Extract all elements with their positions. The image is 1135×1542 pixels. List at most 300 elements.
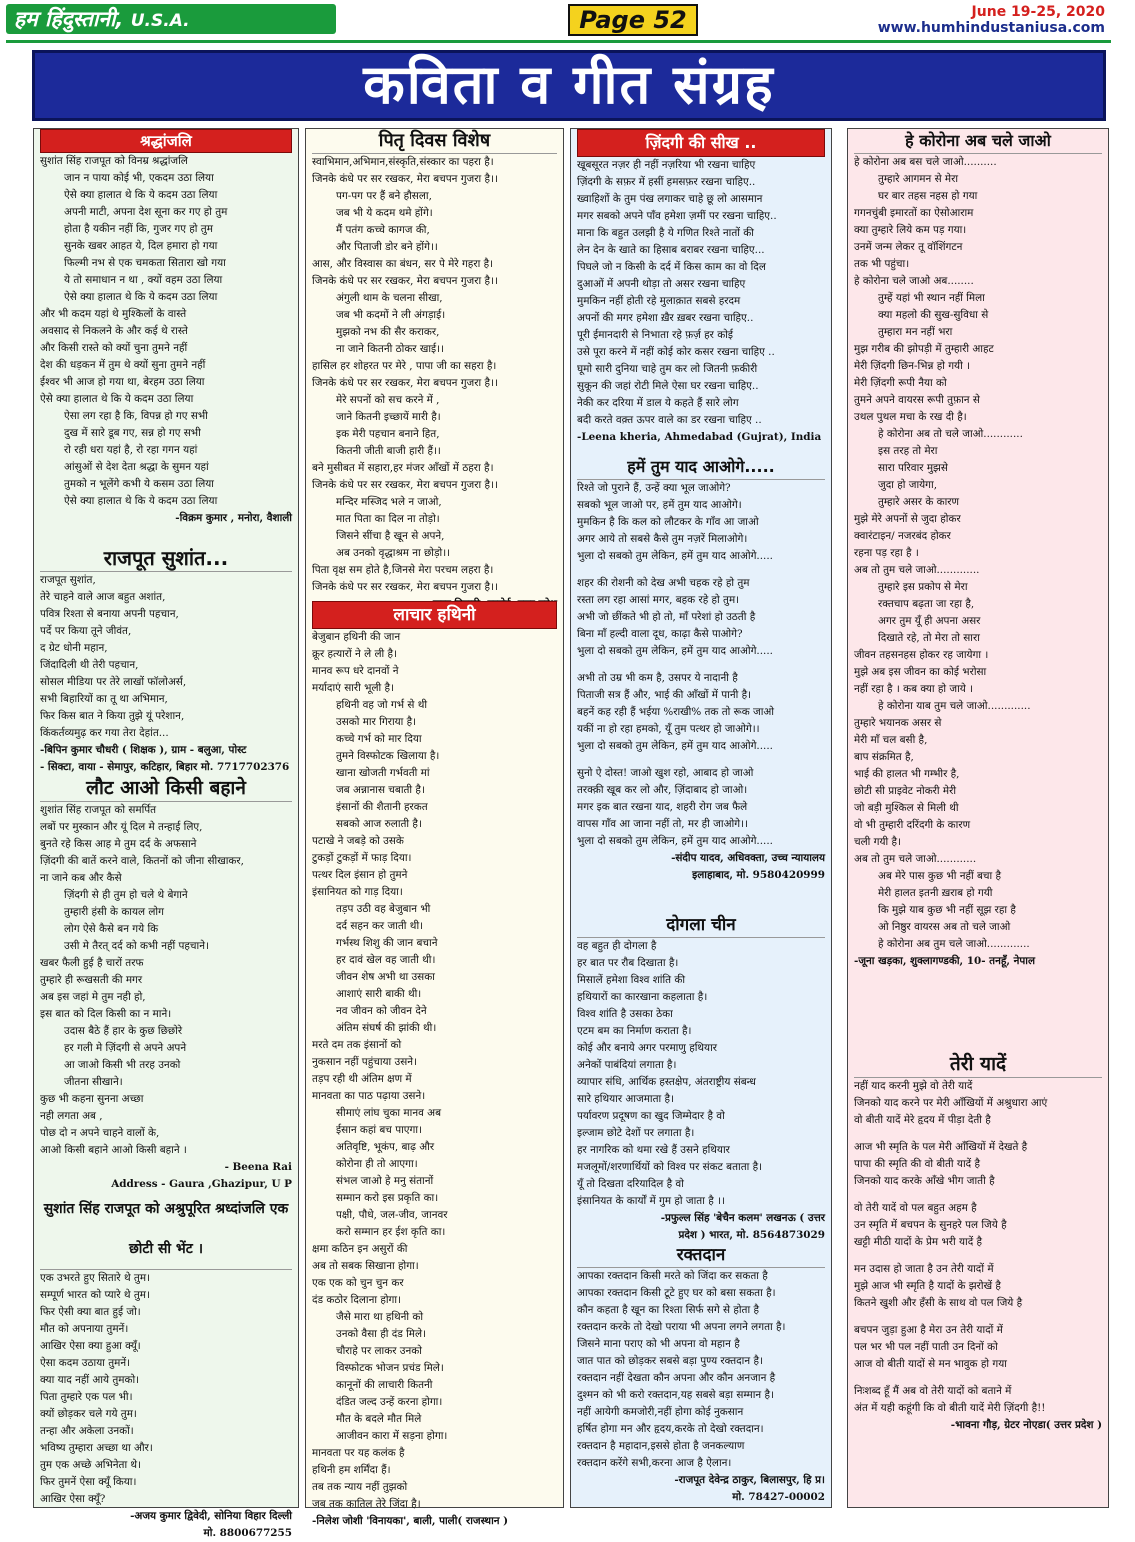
poem-line: फिर तुमनें ऐसा क्यूँ किया। xyxy=(40,1476,137,1488)
poem-line: मरते दम तक इंसानों को xyxy=(312,1039,402,1051)
poem-line: आखिर ऐसा क्या हुआ क्यूँ। xyxy=(40,1340,141,1352)
poem-line xyxy=(577,755,825,765)
poem-line: दुख में सारे डूब गए, सन्न हो गए सभी xyxy=(64,427,201,439)
poem-line: रहना पड़ रहा है । xyxy=(854,547,919,559)
poem-line: मुझे आज भी स्मृति है यादों के झरोखें है xyxy=(854,1280,1001,1292)
dateline xyxy=(878,4,1105,36)
poem-line: पिघले जो न किसी के दर्द में किस काम का वो दिल xyxy=(577,261,766,273)
poem-line: ना जाने कितनी ठोकर खाई।। xyxy=(336,343,445,355)
poem-line: आशाएं सारी बाकी थी। xyxy=(336,988,422,1000)
poem-line: तरक्क़ी खूब कर लो और, ज़िंदाबाद हो जाओ। xyxy=(577,784,748,796)
poem-line: अब उनको वृद्धाश्रम ना छोड़ो।। xyxy=(336,547,451,559)
poem-line: जिनके कंधे पर सर रखकर, मेरा बचपन गुजरा है।। xyxy=(312,479,498,491)
poem-line: मगर इक बात रखना याद, शहरी रोग जब फैले xyxy=(577,801,748,813)
poem-line: किंकर्तव्यमुढ़ कर गया तेरा देहांत... xyxy=(40,727,169,739)
poem-line: तब तक न्याय नहीं तुझको xyxy=(312,1481,408,1493)
poem-line: खट्टी मीठी यादों के प्रेम भरी यादें है xyxy=(854,1236,983,1248)
poem-title: तेरी यादें xyxy=(854,1051,1102,1078)
poem-line: स्वाभिमान,अभिमान,संस्कृति,संस्कार का पहरा है। xyxy=(312,156,494,168)
poem-line: नहीं आयेगी कमजोरी,नहीं होगा कोई नुकसान xyxy=(577,1406,744,1418)
poem-line: सुनो ऐ दोस्त! जाओ खुश रहो, आबाद हो जाओ xyxy=(577,767,754,779)
poem-line: पिता तुम्हारे एक पल भी। xyxy=(40,1391,133,1403)
poem-line: बाप संक्रमित है, xyxy=(854,751,914,763)
poem-line: भाई की हालत भी गम्भीर है, xyxy=(854,768,960,780)
poem-line: रस्ता लग रहा आसां मगर, बहक रहे हो तुम। xyxy=(577,594,740,606)
poem-line: बहनें कह रही हैं भईया %राखी% तक तो रूक जाओ xyxy=(577,706,775,718)
poem-line: उनको वैसा ही दंड मिले। xyxy=(336,1328,427,1340)
poem-line: विश्व शांति है उसका ठेका xyxy=(577,1008,673,1020)
poem-line: इस बात को दिल किसी का न माने। xyxy=(40,1008,172,1020)
poem-line: सुकून की जहां रोटी मिले ऐसा घर रखना चाहिए.. xyxy=(577,380,759,392)
poem-line: चली गयी है। xyxy=(854,836,901,848)
poem-line: कितने खुशी और हँसी के साथ वो पल जिये है xyxy=(854,1297,1023,1309)
poem-line: इंसानियत को गाड़ दिया। xyxy=(312,886,403,898)
poem-line: अब इस जहां मे तुम नही हो, xyxy=(40,991,146,1003)
poem-line: जब भी ये कदम थमे होंगे। xyxy=(336,207,433,219)
poem-line: अब तो तुम चले जाओ............. xyxy=(854,564,980,576)
poem-line: अगर तुम यूँ ही अपना असर xyxy=(878,615,981,627)
header-rule xyxy=(6,40,1111,43)
poem-line: क्षमा कठिन इन असुरों की xyxy=(312,1243,408,1255)
poem-line: ज़िंदगी से ही तुम हो चले थे बेगाने xyxy=(64,889,188,901)
poem-line: एक उभरते हुए सितारे थे तुम। xyxy=(40,1272,150,1284)
poem-line: राजपूत सुशांत, xyxy=(40,574,96,586)
poem-line: बिना माँ हल्दी वाला दूध, काढ़ा कैसे पाओगे? xyxy=(577,628,743,640)
poem-line: ओ निष्ठुर वायरस अब तो चले जाओ xyxy=(878,921,1011,933)
poem-line xyxy=(577,660,825,670)
poem-line: गर्भस्थ शिशु की जान बचाने xyxy=(336,937,438,949)
poem-line: इल्जाम छोटे देशों पर लगाता है। xyxy=(577,1127,695,1139)
poem-line: लोग ऐसे कैसे बन गये कि xyxy=(64,923,159,935)
poem-author: -जूना खड़का, शुक्लागण्डकी, 10- तनहूँ, नेपाल xyxy=(854,955,1036,967)
poem-author: Address - Gaura ,Ghazipur, U P xyxy=(111,1178,292,1190)
poem-title: सुशांत सिंह राजपूत को अश्रुपूरित श्रध्दांजलि एक छोटी सी भेंट । xyxy=(40,1189,292,1270)
poem-line: मेरी हालत इतनी ख़राब हो गयी xyxy=(878,887,993,899)
poem-line: अभी तो उम्र भी कम है, उसपर ये नादानी है xyxy=(577,672,738,684)
poem-line: सबको भूल जाओ पर, हमें तुम याद आओगे। xyxy=(577,499,742,511)
poem-line: आज वो बीती यादों से मन भावुक हो गया xyxy=(854,1358,1007,1370)
poem-line: अंतिम संघर्ष की झांकी थी। xyxy=(336,1022,437,1034)
poem-line: मुझे अब इस जीवन का कोई भरोसा xyxy=(854,666,987,678)
poem-line: पर्दे पर किया तूने जीवंत, xyxy=(40,625,132,637)
poem-line: रक्तदान है महादान,इससे होता है जनकल्याण xyxy=(577,1440,745,1452)
poem-author: -प्रफुल्ल सिंह 'बेचैन कलम' लखनऊ ( उत्तर xyxy=(660,1212,825,1224)
poem-line: अब मेरे पास कुछ भी नहीं बचा है xyxy=(878,870,1002,882)
poem-line: रक्तदान नहीं देखता कौन अपना और कौन अनजान है xyxy=(577,1372,776,1384)
poem-line: आस, और विस्वास का बंधन, सर पे मेरे गहरा है। xyxy=(312,258,494,270)
poem-line: हथिनी वह जो गर्भ से थी xyxy=(336,699,428,711)
poem-line: जैसे मारा था हथिनी को xyxy=(336,1311,424,1323)
poem-line: मजलूमों/शरणार्थियों को विश्व पर संकट बताता है। xyxy=(577,1161,763,1173)
poem-line: मात पिता का दिल ना तोड़ो। xyxy=(336,513,440,525)
poem-line xyxy=(854,1190,1102,1200)
poem-line: तुम एक अच्छे अभिनेता थे। xyxy=(40,1459,142,1471)
poem-line: एटम बम का निर्माण कराता है। xyxy=(577,1025,692,1037)
poem-line: पक्षी, पौधे, जल-जीव, जानवर xyxy=(336,1209,448,1221)
poem-author: -विक्रम कुमार , मनोरा, वैशाली xyxy=(175,512,292,524)
poem-author: -संदीप यादव, अधिवक्ता, उच्च न्यायालय xyxy=(671,852,825,864)
poem-line: पिताजी सत्र हैं और, भाई की आँखों में पानी है। xyxy=(577,689,752,701)
poem-line: पग-पग पर हैं बने हौसला, xyxy=(336,190,432,202)
poem-line: कानूनों की लाचारी कितनी xyxy=(336,1379,433,1391)
poem-line: फिल्मी नभ से एक चमकता सितारा खो गया xyxy=(64,257,226,269)
poem-author: - Beena Rai xyxy=(224,1161,292,1173)
poem-line: जाने कितनी इच्छायें मारी है। xyxy=(336,411,441,423)
website-link[interactable]: www.humhindustaniusa.com xyxy=(877,20,1105,36)
poem-line: उनमें जन्म लेकर तू वॉशिंगटन xyxy=(854,241,963,253)
poem-title: राजपूत सुशांत... xyxy=(40,545,292,572)
poem-line: हे कोरोना चले जाओ अब........ xyxy=(854,275,974,287)
poem-line: मुमकिन नहीं होती रहे मुलाक़ात सबसे हरदम xyxy=(577,295,741,307)
poem-line: बदी करते वक़्त ऊपर वाले का डर रखना चाहिए .. xyxy=(577,414,762,426)
poem-line: हथियारों का कारखाना कहलाता है। xyxy=(577,991,708,1003)
poem-line: ईसान कहां बच पाएगा। xyxy=(336,1124,423,1136)
poem-line: सुशांत सिंह राजपूत को विनम्र श्रद्धांजलि xyxy=(40,155,188,167)
poem-line: एक एक को चुन चुन कर xyxy=(312,1277,404,1289)
poem-line xyxy=(577,565,825,575)
poem-line: वो भी तुम्हारी दरिंदगी के कारण xyxy=(854,819,971,831)
poem-line: उथल पुथल मचा के रख दी है। xyxy=(854,411,967,423)
poem-line: हे कोरोना अब तुम चले जाओ............. xyxy=(878,938,1030,950)
poem-line: मेरी ज़िंदगी छिन-भिन्न हो गयी । xyxy=(854,360,971,372)
poem-line: वापस गाँव आ जाना नहीं तो, मर ही जाओगे।। xyxy=(577,818,748,830)
poem-title: ज़िंदगी की सीख .. xyxy=(577,129,825,157)
poem-line: कुछ भी कहना सुनना अच्छा xyxy=(40,1093,144,1105)
poem-line: आओ किसी बहाने आओ किसी बहाने । xyxy=(40,1144,187,1156)
poem-line: भुला दो सबको तुम लेकिन, हमें तुम याद आओगे..... xyxy=(577,740,773,752)
poem-line: तुम्हारा मन नहीं भरा xyxy=(878,326,953,338)
poem-line: ऐसे क्या हालात थे कि ये कदम उठा लिया xyxy=(64,291,218,303)
poem-line: मगर सबको अपने पाँव हमेशा ज़मीं पर रखना चाहिए.. xyxy=(577,210,777,222)
poem-line: उदास बैठे हैं हार के कुछ छिछोरे xyxy=(64,1025,183,1037)
poem-line: आपका रक्तदान किसी मरते को जिंदा कर सकता है xyxy=(577,1270,768,1282)
poem-line: तुम्हें यहां भी स्थान नहीं मिला xyxy=(878,292,985,304)
poem xyxy=(306,129,563,613)
poem-line: तुम्हारे आगमन से मेरा xyxy=(878,173,959,185)
poem-line: लबों पर मुस्कान और यूं दिल मे तन्हाई लिए, xyxy=(40,821,203,833)
poem-line: भुला दो सबको तुम लेकिन, हमें तुम याद आओगे..... xyxy=(577,835,773,847)
poem-line: रक्तदान करके तो देखो पराया भी अपना लगने लगता है। xyxy=(577,1321,786,1333)
poem-line: घूमो सारी दुनिया चाहे तुम कर लो जितनी फ़कीरी xyxy=(577,363,758,375)
poem-line: दुआओं में अपनी थोड़ा तो असर रखना चाहिए xyxy=(577,278,746,290)
poem-line: गगनचुंबी इमारतों का ऐसोआराम xyxy=(854,207,974,219)
poem-line: फिर किस बात ने किया तुझे यूं परेशान, xyxy=(40,710,185,722)
poem-line: मानवता का पाठ पढ़ाया उसने। xyxy=(312,1090,426,1102)
poem xyxy=(34,1189,298,1542)
poem-line: वो बीती यादें मेरे हृदय में पीड़ा देती है xyxy=(854,1114,991,1126)
poem-line: ये तो समाधान न था , क्यों वहम उठा लिया xyxy=(64,274,223,286)
poem-line: क्या तुम्हारे लिये कम पड़ गया। xyxy=(854,224,967,236)
poem-line: सोसल मीडिया पर तेरे लाखों फॉलोअर्स, xyxy=(40,676,187,688)
poem-line: देश की धड़कन में तुम थे क्यों सुना तुमने नहीं xyxy=(40,359,206,371)
poem-line: तेरे चाहने वाले आज बहुत अशांत, xyxy=(40,591,166,603)
poem-author: -Leena kheria, Ahmedabad (Gujrat), India xyxy=(577,431,822,443)
poem-line: जिनके कंधे पर सर रखकर, मेरा बचपन गुजरा है।। xyxy=(312,377,498,389)
poem-title: दोगला चीन xyxy=(577,913,825,938)
poem-line: जिसने माना पराए को भी अपना वो महान है xyxy=(577,1338,740,1350)
poem-line: जब भी कदमों ने ली अंगड़ाई। xyxy=(336,309,446,321)
poem-title: लौट आओ किसी बहाने xyxy=(40,775,292,802)
poem xyxy=(848,1051,1108,1434)
poem-line: माना कि बहुत उलझी है ये गणित रिश्ते नातों की xyxy=(577,227,754,239)
poem-line: मौत के बदले मौत मिले xyxy=(336,1413,422,1425)
poem-line: और भी कदम यहां थे मुश्किलों के वास्ते xyxy=(40,308,187,320)
poem-line: तुमने विस्फोटक खिलाया है। xyxy=(336,750,440,762)
poem-line: दर्द सहन कर जाती थी। xyxy=(336,920,424,932)
poem-author: इलाहाबाद, मो. 9580420999 xyxy=(692,869,825,881)
issue-date: June 19-25, 2020 xyxy=(971,4,1105,20)
poem-line: मर्यादाएं सारी भूली है। xyxy=(312,682,394,694)
poem xyxy=(34,129,298,527)
poem-line: जीवन तहसनहस होकर रह जायेगा । xyxy=(854,649,989,661)
poem xyxy=(571,455,831,884)
poem-line: नही लगता अब , xyxy=(40,1110,103,1122)
poem-line: पटाखे ने जबड़े को उसके xyxy=(312,835,404,847)
poem-line: छोटी सी प्राइवेट नोकरी मेरी xyxy=(854,785,957,797)
poem-line: हर दावं खेल वह जाती थी। xyxy=(336,954,436,966)
poem-line: हे कोरोना याब तुम चले जाओ............. xyxy=(878,700,1031,712)
poem-line: नुकसान नहीं पहुंचाया उसने। xyxy=(312,1056,417,1068)
poem-line: हासिल हर शोहरत पर मेरे , पापा जी का सहरा है। xyxy=(312,360,497,372)
poem-line: कच्चे गर्भ को मार दिया xyxy=(336,733,422,745)
poem-line: और पिताजी डोर बने होंगे।। xyxy=(336,241,438,253)
poem-line: दंड कठोर दिलाना होगा। xyxy=(312,1294,402,1306)
poem-line: आज भी स्मृति के पल मेरी आँखियों में देखते है xyxy=(854,1141,1028,1153)
poem-line: अंगुली थाम के चलना सीखा, xyxy=(336,292,443,304)
poem-line: ज़िंदगी की बातें करने वाले, कितनों को जीना सीखाकर, xyxy=(40,855,244,867)
poem-line: जिनको याद करके आँखे भीग जाती है xyxy=(854,1175,995,1187)
poem-line: मेरी ज़िंदगी रूपी नैया को xyxy=(854,377,947,389)
poem-line: मुमकिन है कि कल को लौटकर के गाँव आ जाओ xyxy=(577,516,759,528)
poem-line: सुनके खबर आहत ये, दिल हमारा हो गया xyxy=(64,240,218,252)
poem-line: अगर आये तो सबसे कैसे तुम नज़रें मिलाओगे। xyxy=(577,533,748,545)
poem-line: जिंदादिली थी तेरी पहचान, xyxy=(40,659,139,671)
poem-line: उन स्मृति में बचपन के सुनहरे पल जिये है xyxy=(854,1219,1007,1231)
poem-line: नव जीवन को जीवन देने xyxy=(336,1005,427,1017)
poem-line: क्या याद नहीं आये तुमको। xyxy=(40,1374,140,1386)
poem-line: ईश्वर भी आज हो गया था, बेरहम उठा लिया xyxy=(40,376,205,388)
brand-country: U.S.A. xyxy=(130,11,190,31)
poem-line: मेरे सपनों को सच करने में , xyxy=(336,394,440,406)
poem xyxy=(571,129,831,446)
poem-line: हर्षित होगा मन और हृदय,करके तो देखो रक्तदान। xyxy=(577,1423,764,1435)
poem-line: इस तरह तो मेरा xyxy=(878,445,938,457)
poem-line: तुम्हारे ही रूखसती की मगर xyxy=(40,974,143,986)
poem-line: आपका रक्तदान किसी टूटे हुए घर को बसा सकता है। xyxy=(577,1287,776,1299)
poem-line: करो सम्मान हर ईश कृति का। xyxy=(336,1226,446,1238)
poem-line xyxy=(854,1251,1102,1261)
poem-line xyxy=(854,1129,1102,1139)
poem-line: तुम्हारे भयानक असर से xyxy=(854,717,942,729)
poem-line: खाना खोजती गर्भवती मां xyxy=(336,767,430,779)
poem-line: ऐसा कदम उठाया तुमनें। xyxy=(40,1357,131,1369)
poem xyxy=(848,129,1108,970)
poem-line: जो बड़ी मुश्किल से मिली थी xyxy=(854,802,959,814)
column-2 xyxy=(305,128,564,1527)
poem-line: उसको मार गिराया है। xyxy=(336,716,417,728)
poem-line: सबको आज रुलाती है। xyxy=(336,818,422,830)
poem-line: अवसाद से निकलने के और कई थे रास्ते xyxy=(40,325,188,337)
poem-line: हर नागरिक को थमा रखे हैं उसने हथियार xyxy=(577,1144,730,1156)
poem-line: घर बार तहस नहस हो गया xyxy=(878,190,978,202)
poem-line: जीतना सीखाने। xyxy=(64,1076,123,1088)
poem-line: क्यों छोड़कर चले गये तुम। xyxy=(40,1408,137,1420)
poem-line: नहीं रहा है । कब क्या हो जाये । xyxy=(854,683,974,695)
poem-line: इंसानों की शैतानी हरकत xyxy=(336,801,428,813)
poem-line: तन्हा और अकेला उनकों। xyxy=(40,1425,134,1437)
poem-line xyxy=(854,1312,1102,1322)
poem-line: तुमको न भूलेंगे कभी ये कसम उठा लिया xyxy=(64,478,214,490)
poem-title: पितृ दिवस विशेष xyxy=(312,129,557,154)
poem-line: फिर ऐसी क्या बात हुई जो। xyxy=(40,1306,141,1318)
poem-line: पोछ दो न अपने चाहने वालों के, xyxy=(40,1127,160,1139)
poem-line: यूँ तो दिखता दरियादिल है वो xyxy=(577,1178,684,1190)
poem-line: जात पात को छोड़कर सबसे बड़ा पुण्य रक्तदान है। xyxy=(577,1355,763,1367)
poem-line: सम्पूर्ण भारत को प्यारे थे तुम। xyxy=(40,1289,150,1301)
poem-line: क्वारंटाइन/ नजरबंद होकर xyxy=(854,530,951,542)
poem-line: ऐसे क्या हालात थे कि ये कदम उठा लिया xyxy=(64,189,218,201)
poem-line: जब अन्नानास चबाती है। xyxy=(336,784,425,796)
poem-line: पूरी ईमानदारी से निभाता रहे फ़र्ज़ हर कोई xyxy=(577,329,734,341)
poem-line: जिनके कंधे पर सर रखकर, मेरा बचपन गुजरा है।। xyxy=(312,581,498,593)
poem-line: सभी बिहारियों का तू था अभिमान, xyxy=(40,693,168,705)
poem-line: मैं पतंग कच्चे कागज की, xyxy=(336,224,430,236)
poem xyxy=(571,913,831,1244)
poem-line: बुनते रहे किस आह मे तुम दर्द के अफसाने xyxy=(40,838,197,850)
poem-line: सीमाएं लांघ चुका मानव अब xyxy=(336,1107,442,1119)
poem xyxy=(34,775,298,1193)
poem-line: मानवता पर यह कलंक है xyxy=(312,1447,405,1459)
poem-line: होता है यकीन नहीं कि, गुजर गए हो तुम xyxy=(64,223,213,235)
poem-line: अंत में यही कहूंगी कि वो बीती यादें मेरी ज़िंदगी है!! xyxy=(854,1402,1046,1414)
poem-line: कोरोना ही तो आएगा। xyxy=(336,1158,418,1170)
poem-line: द ग्रेट धोनी महान, xyxy=(40,642,108,654)
column-4 xyxy=(847,128,1109,1508)
poem-line: आ जाओ किसी भी तरह उनको xyxy=(64,1059,181,1071)
poem-line: ऐसे क्या हालात थे कि ये कदम उठा लिया xyxy=(64,495,218,507)
poem-title: लाचार हथिनी xyxy=(312,601,557,629)
poem-line: मुझको नभ की सैर कराकर, xyxy=(336,326,440,338)
poem-line: पत्थर दिल इंसान हो तुमने xyxy=(312,869,408,881)
poem-line: व्यापार संधि, आर्थिक हस्तक्षेप, अंतराष्ट्रीय संबन्ध xyxy=(577,1076,756,1088)
poem-title: हे कोरोना अब चले जाओ xyxy=(854,129,1102,154)
poem-line: मन्दिर मस्जिद भले न जाओ, xyxy=(336,496,442,508)
poem-line: सारे हथियार आजमाता है। xyxy=(577,1093,674,1105)
column-3 xyxy=(570,128,832,1508)
poem-line: ऐसा लग रहा है कि, विपन्न हो गए सभी xyxy=(64,410,208,422)
poem-line: संभल जाओ हे मनु संतानों xyxy=(336,1175,434,1187)
poem-line: दंडित जल्द उन्हें करना होगा। xyxy=(336,1396,443,1408)
masthead xyxy=(0,0,1135,40)
page-number: Page 52 xyxy=(568,4,698,36)
poem-author: प्रदेश ) भारत, मो. 8564873029 xyxy=(678,1229,825,1241)
poem-line: और किसी रास्ते को क्यों चुना तुमने नहीं xyxy=(40,342,188,354)
poem-line: जिसने सींचा है खून से अपने, xyxy=(336,530,445,542)
poem-line: उसी मे तैरत् दर्द को कभी नहीं पहचाने। xyxy=(64,940,209,952)
newspaper-brand xyxy=(6,4,336,34)
poem-line: तड़प रही थी अंतिम क्षण में xyxy=(312,1073,412,1085)
poem-line: पर्यावरण प्रदूषण का खुद जिम्मेदार है वो xyxy=(577,1110,725,1122)
poem-line: ना जाने कब और कैसे xyxy=(40,872,122,884)
poem-line: तड़प उठी वह बेजुबान भी xyxy=(336,903,431,915)
poem-line: तुम्हारी हंसी के कायल लोग xyxy=(64,906,164,918)
poem-line: नहीं याद करनी मुझे वो तेरी यादें xyxy=(854,1080,973,1092)
poem-author: -बिपिन कुमार चौधरी ( शिक्षक ), ग्राम - बलुआ, पोस्ट xyxy=(40,744,247,756)
poem-line: कोई और बनाये अगर परमाणु हथियार xyxy=(577,1042,718,1054)
poem-line: मेरी माँ चल बसी है, xyxy=(854,734,928,746)
poem-line: ख्वाहिशों के तुम पंख लगाकर चाहे छू लो आसमान xyxy=(577,193,763,205)
poem-line: तक भी पहुंचा। xyxy=(854,258,910,270)
poem-line: आंसुओं से देश देता श्रद्धा के सुमन यहां xyxy=(64,461,209,473)
poem-line: आखिर ऐसा क्यूँ? xyxy=(40,1493,106,1505)
poem-line: जिनके कंधे पर सर रखकर, मेरा बचपन गुजरा है।। xyxy=(312,173,498,185)
poem-line: हथिनी हम शर्मिंदा हैं। xyxy=(312,1464,391,1476)
poem-line: अब तो तुम चले जाओ............ xyxy=(854,853,977,865)
poem-line: इक मेरी पहचान बनाने हित, xyxy=(336,428,440,440)
poem-line: रक्तचाप बढ़ता जा रहा है, xyxy=(878,598,975,610)
poem-line: ज़िंदगी के सफ़र में हसीं हमसफ़र रखना चाहिए.. xyxy=(577,176,756,188)
poem-line: जब तक कातिल तेरे जिंदा है। xyxy=(312,1498,421,1510)
poem-line: मौत को अपनाया तुमनें। xyxy=(40,1323,129,1335)
poem-line: उसे पूरा करने में नहीं कोई कोर कसर रखना चाहिए .. xyxy=(577,346,775,358)
poem-line: अपनों की मगर हमेशा ख़ैर ख़बर रखना चाहिए.. xyxy=(577,312,754,324)
poem-line: मानव रूप धरे दानवों ने xyxy=(312,665,399,677)
poem-line: वो तेरी यादें वो पल बहुत अहम है xyxy=(854,1202,977,1214)
poem-line: तुम्हारे असर के कारण xyxy=(878,496,960,508)
poem-line: दुश्मन को भी करो रक्तदान,यह सबसे बड़ा सम्मान है। xyxy=(577,1389,774,1401)
poem-author: मो. 8800677255 xyxy=(203,1527,292,1539)
poem-line: भविष्य तुम्हारा अच्छा था और। xyxy=(40,1442,153,1454)
poem-line: कि मुझे याब कुछ भी नहीं सूझ रहा है xyxy=(878,904,1016,916)
poem-line: अपनी माटी, अपना देश सूना कर गए हो तुम xyxy=(64,206,228,218)
poem-line: लेन देन के खाते का हिसाब बराबर रखना चाहिए... xyxy=(577,244,765,256)
poem-author: -अजय कुमार द्विवेदी, सोनिया विहार दिल्ली xyxy=(130,1510,292,1522)
poem-line: पापा की स्मृति की वो बीती यादें है xyxy=(854,1158,980,1170)
poem-line: तुमने अपने वायरस रूपी तुफ़ान से xyxy=(854,394,980,406)
poem-line: नेकी कर दरिया में डाल ये कहते हैं सारे लोग xyxy=(577,397,739,409)
poem-line: मुझ गरीब की झोपड़ी में तुम्हारी आहट xyxy=(854,343,994,355)
section-banner: कविता व गीत संग्रह xyxy=(32,50,1106,121)
poem-title: श्रद्धांजलि xyxy=(40,129,292,153)
poem-line: मन उदास हो जाता है उन तेरी यादों में xyxy=(854,1263,994,1275)
poem-line: निःशब्द हूँ मैं अब वो तेरी यादों को बताने में xyxy=(854,1385,1012,1397)
poem-line: दिखाते रहे, तो मेरा तो सारा xyxy=(878,632,980,644)
poem-author: -भावना गौड़, ग्रेटर नोएडा( उत्तर प्रदेश ) xyxy=(950,1419,1102,1431)
poem-line: जिनके कंधे पर सर रखकर, मेरा बचपन गुजरा है।। xyxy=(312,275,498,287)
poem-line: जीवन शेष अभी था उसका xyxy=(336,971,435,983)
poem-line: जुदा हो जायेगा, xyxy=(878,479,938,491)
brand-name: हम हिंदुस्तानी, xyxy=(14,7,124,31)
poem-line: जान न पाया कोई भी, एकदम उठा लिया xyxy=(64,172,214,184)
poem-line: हे कोरोना अब बस चले जाओ.......... xyxy=(854,156,997,168)
poem-line: कौन कहता है खून का रिश्ता सिर्फ सगे से होता है xyxy=(577,1304,759,1316)
poem-line: भुला दो सबको तुम लेकिन, हमें तुम याद आओगे..... xyxy=(577,550,773,562)
poem-line: पवित्र रिश्ता से बनाया अपनी पहचान, xyxy=(40,608,179,620)
poem-line: भुला दो सबको तुम लेकिन, हमें तुम याद आओगे..... xyxy=(577,645,773,657)
poem-line: क्या महलो की सुख-सुविधा से xyxy=(878,309,989,321)
poem-line: इंसानियत के कार्यों में गुम हो जाता है ।। xyxy=(577,1195,725,1207)
poem-line: ऐसे क्या हालात थे कि ये कदम उठा लिया xyxy=(40,393,194,405)
poem-line: रिश्ते जो पुराने हैं, उन्हें क्या भूल जाओगे? xyxy=(577,482,731,494)
poem-line: बचपन जुड़ा हुआ है मेरा उन तेरी यादों में xyxy=(854,1324,1003,1336)
poem-author: मो. 78427-00002 xyxy=(732,1491,825,1503)
poem-line: अभी जो छींकते भी हो तो, माँ परेशां हो उठती है xyxy=(577,611,756,623)
poem-line: सम्मान करो इस प्रकृति का। xyxy=(336,1192,439,1204)
poem-line: तुम्हारे इस प्रकोप से मेरा xyxy=(878,581,968,593)
poem-line: शुशांत सिंह राजपूत को समर्पित xyxy=(40,804,157,816)
poem-line: खूबसूरत नज़र ही नहीं नज़रिया भी रखना चाहिए xyxy=(577,159,756,171)
poem-line: रक्तदान करेंगे सभी,करना आज है ऐलान। xyxy=(577,1457,732,1469)
